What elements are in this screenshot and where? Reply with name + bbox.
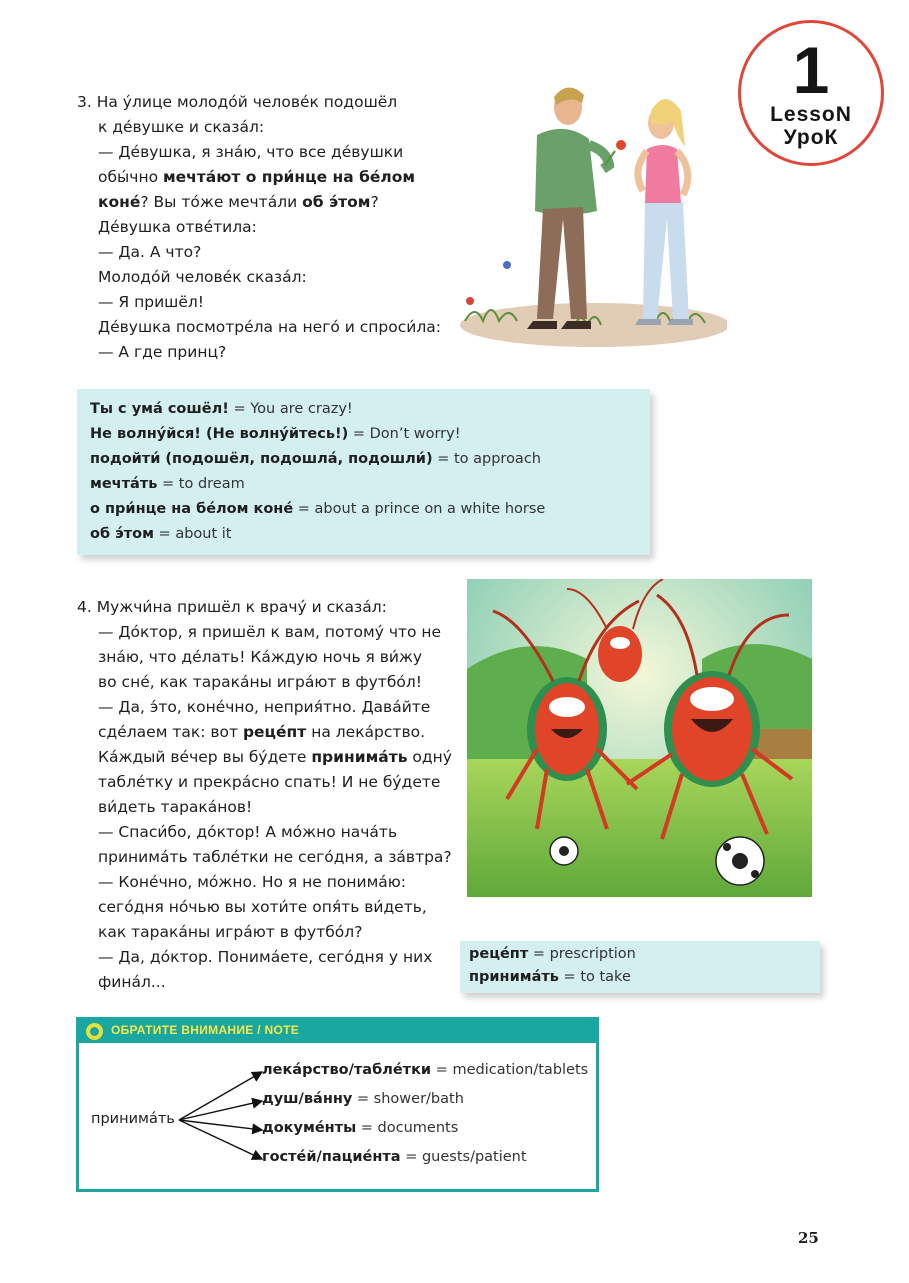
story-line: сде́лаем так: вот реце́пт на лека́рство. (98, 723, 425, 741)
story-line: — Спаси́бо, до́ктор! А мо́жно нача́ть (98, 823, 398, 841)
lesson-label-ru: УроК (783, 126, 839, 150)
story-line: — А где принц? (98, 343, 227, 361)
lesson-number: 1 (792, 33, 830, 107)
lesson-label-en: LessoN (770, 103, 852, 126)
story-line: во сне́, как тарака́ны игра́ют в футбо́л! (98, 673, 423, 691)
vocab-row: Не волну́йся! (Не волну́йтесь!) = Don’t worry! (90, 426, 461, 442)
story-line: ви́деть тарака́нов! (98, 798, 253, 816)
story-line: Де́вушка отве́тила: (98, 218, 257, 236)
story-line: — До́ктор, я пришёл к вам, потому́ что не (98, 623, 442, 641)
story-4-text (77, 595, 452, 995)
vocabulary-box-2 (460, 941, 820, 993)
vocab-row: о при́нце на бе́лом коне́ = about a prince on a white horse (90, 501, 546, 517)
story-line: фина́л... (98, 973, 166, 991)
note-item: докуме́нты = documents (262, 1120, 459, 1136)
vocab-row: принима́ть = to take (469, 969, 631, 985)
story-line: 4. Мужчи́на пришёл к врачу́ и сказа́л: (77, 598, 387, 616)
story-line: 3. На у́лице молодо́й челове́к подошёл (77, 93, 398, 111)
story-line: табле́тку и прекра́сно спать! И не бу́дете (98, 773, 441, 791)
note-item: лека́рство/табле́тки = medication/tablets (262, 1062, 589, 1078)
note-header (79, 1020, 596, 1043)
story-line: — Коне́чно, мо́жно. Но я не понима́ю: (98, 873, 407, 891)
cockroaches-football-illustration (467, 579, 812, 897)
story-line: зна́ю, что де́лать! Ка́ждую ночь я ви́жу (98, 648, 423, 666)
story-line: коне́? Вы то́же мечта́ли об э́том? (98, 193, 379, 211)
vocabulary-box-1 (77, 389, 650, 555)
story-line: обы́чно мечта́ют о при́нце на бе́лом (98, 168, 416, 186)
couple-illustration (455, 85, 727, 360)
story-line: — Я пришёл! (98, 293, 205, 311)
story-line: как тарака́ны игра́ют в футбо́л? (98, 923, 363, 941)
vocab-row: реце́пт = prescription (469, 946, 636, 962)
story-line: принима́ть табле́тки не сего́дня, а за́втра? (98, 848, 452, 866)
target-icon (86, 1023, 103, 1040)
story-line: Де́вушка посмотре́ла на него́ и спроси́ла: (98, 318, 441, 336)
note-root-verb: принима́ть (91, 1111, 175, 1127)
vocab-row: подойти́ (подошёл, подошла́, подошли́) = to approach (90, 451, 541, 467)
story-line: — Да. А что? (98, 243, 202, 261)
story-3-text (77, 90, 441, 365)
note-item: госте́й/пацие́нта = guests/patient (262, 1149, 527, 1165)
lesson-badge (738, 20, 884, 166)
story-line: сего́дня но́чью вы хоти́те опя́ть ви́деть, (98, 898, 427, 916)
note-arrows (174, 1060, 269, 1180)
story-line: Молодо́й челове́к сказа́л: (98, 268, 307, 286)
story-line: — Да, до́ктор. Понима́ете, сего́дня у них (98, 948, 433, 966)
vocab-row: об э́том = about it (90, 526, 232, 542)
vocab-row: мечта́ть = to dream (90, 476, 245, 492)
vocab-row: Ты с ума́ сошёл! = You are crazy! (90, 401, 353, 417)
story-line: — Да, э́то, коне́чно, неприя́тно. Дава́йте (98, 698, 431, 716)
story-line: к де́вушке и сказа́л: (98, 118, 265, 136)
story-line: Ка́ждый ве́чер вы бу́дете принима́ть одну́ (98, 748, 452, 766)
note-item: душ/ва́нну = shower/bath (262, 1091, 464, 1107)
story-line: — Де́вушка, я зна́ю, что все де́вушки (98, 143, 404, 161)
note-box (76, 1017, 599, 1192)
page-number: 25 (798, 1229, 819, 1247)
note-title: ОБРАТИТЕ ВНИМАНИЕ / NOTE (111, 1023, 300, 1037)
